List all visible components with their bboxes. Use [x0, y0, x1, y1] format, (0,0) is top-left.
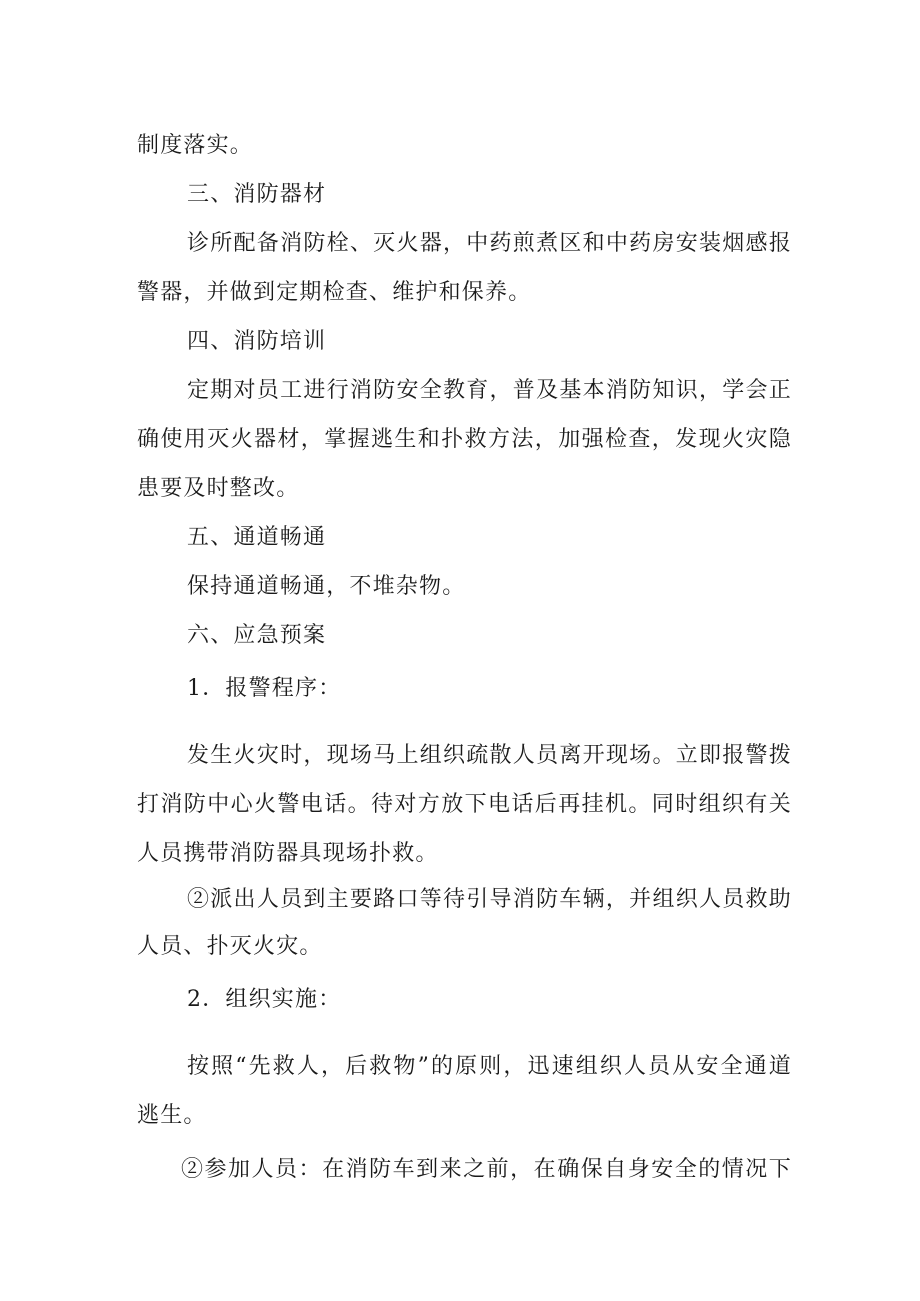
text-line: 定期对员工进行消防安全教育，普及基本消防知识，学会正	[187, 378, 792, 403]
text-line: 警器，并做到定期检查、维护和保养。	[137, 280, 532, 305]
text-line: ②参加人员：在消防车到来之前，在确保自身安全的情况下	[181, 1157, 792, 1182]
text-line: 按照“先救人，后救物”的原则，迅速组织人员从安全通道	[187, 1054, 792, 1079]
section-heading-emergency: 六、应急预案	[187, 623, 327, 648]
text-line: 确使用灭火器材，掌握逃生和扑救方法，加强检查，发现火灾隐	[137, 427, 792, 452]
text-line: 人员携带消防器具现场扑救。	[137, 841, 439, 866]
text-line: 保持通道畅通，不堆杂物。	[187, 574, 466, 599]
text-line: 人员、扑灭火灾。	[137, 934, 323, 959]
text-line: 诊所配备消防栓、灭火器，中药煎煮区和中药房安装烟感报	[187, 231, 792, 256]
section-heading-passage: 五、通道畅通	[187, 525, 327, 550]
text-line: 打消防中心火警电话。待对方放下电话后再挂机。同时组织有关	[137, 792, 792, 817]
section-heading-equipment: 三、消防器材	[187, 182, 327, 207]
text-line: 患要及时整改。	[137, 476, 300, 501]
text-line: 发生火灾时，现场马上组织疏散人员离开现场。立即报警拨	[187, 743, 792, 768]
subheading-organization: 2．组织实施：	[187, 987, 342, 1012]
text-line: 制度落实。	[137, 133, 254, 158]
text-line: ②派出人员到主要路口等待引导消防车辆，并组织人员救助	[187, 887, 792, 912]
section-heading-training: 四、消防培训	[187, 329, 327, 354]
text-line: 逃生。	[137, 1103, 207, 1128]
subheading-alarm-procedure: 1．报警程序：	[187, 676, 342, 701]
